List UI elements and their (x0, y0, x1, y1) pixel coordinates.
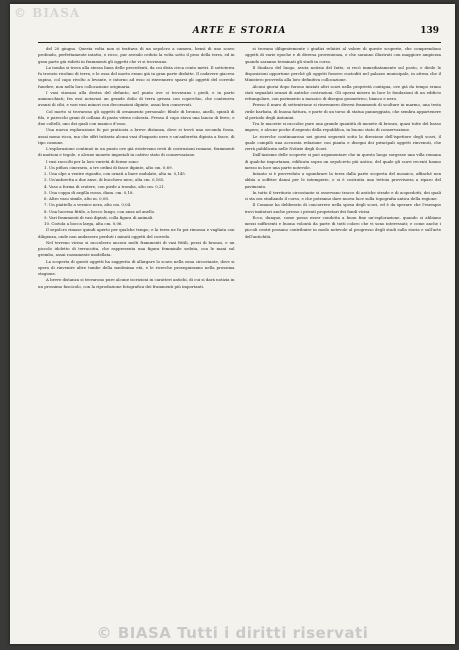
list-item: 4. Vaso a forma di cratere, con piede a tromba, alto cm. 0,21. (44, 183, 166, 189)
paragraph: In tutto il territorio circostante si osservano tracce di antiche strade e di acquedotti, dei quali si sta ora studiando il corso, e che potranno dare nuova luce sulla topografia antica della regione. (244, 189, 441, 201)
document-page (10, 4, 455, 644)
paragraph: Una nuova esplorazione fu poi praticata a breve distanza, dove si trovò una seconda fossa, assai meno ricca, ma che offrì tuttavia alcuni vasi d'impasto nero e un'anforetta dipinta a fasce, di tipo comune. (38, 127, 235, 145)
paragraph: Il sepolcro rimase quindi aperto per qualche tempo, e la terra ne fu poi rimossa e vagliata con diligenza, onde non andassero perduti i minuti oggetti del corredo. (38, 227, 235, 239)
paragraph: Le ricerche continuarono nei giorni seguenti sotto la direzione dell'ispettore degli scavi, il quale compilò una accurata relazione con pianta e disegni dei principali oggetti rinvenuti, che verrà pubblicata nelle Notizie degli Scavi. (244, 133, 441, 151)
paragraph: Presso il muro di settentrione si rinvennero diversi frammenti di sculture in marmo, una testa virile barbata, di buona fattura, e parte di un torso di statua panneggiata, che sembra appartenere al periodo degli Antonini. (244, 102, 441, 120)
paragraph: La scoperta di questi oggetti ha suggerito di allargare lo scavo nella zona circostante, dove si spera di rinvenire altre tombe della medesima età, e le ricerche proseguiranno nella prossima stagione. (38, 258, 235, 276)
left-column (38, 46, 235, 610)
paragraph: Il Sindaco del luogo, avuta notizia del fatto, si recò immediatamente sul posto, e diede le disposizioni opportune perché gli oggetti fossero custoditi nel palazzo municipale, in attesa che il Ministero provveda alla loro definitiva collocazione. (244, 64, 441, 83)
list-item: 10. Ciotola a bocca larga, alta cm. 0,06. (44, 221, 123, 226)
paragraph: Dall'insieme delle scoperte si può argomentare che in questo luogo sorgesse una villa romana di qualche importanza, edificata sopra un sepolcreto più antico, del quale gli scavi recenti hanno messo in luce una parte notevole. (244, 152, 441, 170)
paragraph: si trovano diligentemente i giudizi relativi al valore di queste scoperte, che comprendono oggetti di varie epoche e di diversa provenienza, e che saranno illustrati con maggiore ampiezza quando saranno terminati gli studi in corso. (244, 46, 441, 64)
paragraph: del 20 giugno. Questa volta non si trattava di un sepolcro a camera, bensì di uno scavo profondo, perfettamente intatto, e ricco, pur avendo ceduto la volta sotto il peso della terra, ed in gran parte già ridotti in frammenti gli oggetti che vi si trovavano. (38, 46, 235, 64)
paragraph: I vasi stavano alla destra del defunto, nel punto ove si trovavano i piedi, e in parte ammucchiati; fra essi notavasi un grande dolio di terra grezza con coperchio, che conteneva avanzi di cibi, e vari vasi minori con decorazioni dipinte, assai ben conservati. (38, 89, 235, 108)
list-item: 7. Un piattello a vernice nera, alto cm. 0,04. (44, 202, 132, 208)
list-item: 1. Un pithos cinerario, a tre ordini di fasce dipinte, alto cm. 0,69. (44, 164, 173, 170)
watermark-bottom: © BIASA Tutti i diritti riservati (96, 624, 369, 642)
list-item: 2. Una olpe a ventre rigonfio, con ornati a linee ondulate, alta m. 0,145. (44, 171, 186, 176)
list-item: 6. Altro vaso simile, alto m. 0,08. (44, 196, 110, 201)
paragraph: Tra le macerie si raccolse pure una grande quantità di monete di bronzo, quasi tutte del basso impero, e alcune poche d'argento della repubblica, in buono stato di conservazione. (244, 121, 441, 133)
list-item: 5. Una coppa di argilla rossa, diam. cm. 0,18. (44, 189, 134, 195)
text-columns (38, 46, 441, 610)
right-column (245, 46, 442, 610)
running-title: ARTE E STORIA (192, 26, 287, 36)
page-header (38, 26, 441, 43)
list-item: 8. Una lucerna fittile, a becco lungo, con ansa ad anello. (44, 208, 156, 214)
paragraph: Alcuni giorni dopo furono iniziati altri scavi nella proprietà contigua, ove già da tempo erano stati segnalati avanzi di antiche costruzioni. Gli operai misero in luce le fondazioni di un edificio rettangolare, con pavimento a mosaico di disegno geometrico, bianco e nero. (244, 83, 441, 101)
page-number: 139 (420, 26, 439, 36)
paragraph: La tomba si trova alla stessa linea delle precedenti, da cui dista circa cento metri. Il sottoterra fu trovato ricolmo di terra, e le ossa del morto erano già in gran parte disfatte. Il cadavere giaceva supino, col capo rivolto a levante, e intorno ad esso si rinvennero sparsi gli oggetti del corredo funebre, non nella loro collocazione originaria. (38, 64, 235, 89)
paragraph: L'esplorazione continuò in un punto ove già esistevano resti di costruzioni romane, frammenti di mattoni e tegole, e alcune monete imperiali in cattivo stato di conservazione. (38, 146, 235, 158)
watermark-top: © BIASA (14, 6, 81, 20)
paragraph: A breve distanza si trovarono pure alcune iscrizioni in caratteri antichi, di cui si darà notizia in un prossimo fascicolo, con la riproduzione fotografica dei frammenti più importanti. (38, 277, 235, 289)
paragraph: Col morto si trovarono gli oggetti di ornamento personale: fibule di bronzo, anelli, spirali di filo, e parecchi grani di collana di pasta vitrea colorata. Presso il capo stava una lancia di ferro, e due coltelli, uno dei quali con manico d'osso. (38, 108, 235, 126)
list-item: 3. Un'anforetta a due anse, di bucchero nero, alta cm. 0,165. (44, 177, 165, 183)
paragraph: Il Comune ha deliberato di concorrere nella spesa degli scavi, ed è da sperare che l'esempio trovi imitatori anche presso i privati proprietari dei fondi vicini. (244, 202, 441, 214)
list-item: 9. Vari frammenti di vasi dipinti, colla figura di animali. (44, 214, 154, 220)
list-intro: I vasi raccolti per la loro varietà di forme sono: (46, 158, 140, 164)
paragraph: Ecco, dunque, come possa esser condotta a buon fine un'esplorazione, quando si abbiano mezzi sufficienti e buona volontà da parte di tutti coloro che vi sono interessati; e come anche i piccoli centri possano contribuire in modo notevole al progresso degli studi sulla storia e sull'arte dell'antichità. (244, 214, 441, 239)
paragraph: Nel terreno vicino si raccolsero ancora molti frammenti di vasi fittili, pezzi di bronzo, e un piccolo idoletto di terracotta, che rappresenta una figura femminile seduta, con le mani sul grembo, assai rozzamente modellata. (38, 239, 235, 258)
paragraph: Intanto si è provveduto a sgombrare la terra dalla parte scoperta del mosaico, affinché non abbia a soffrire danni per le intemperie, e si è costruita una tettoia provvisoria a riparo del pavimento. (244, 171, 441, 189)
